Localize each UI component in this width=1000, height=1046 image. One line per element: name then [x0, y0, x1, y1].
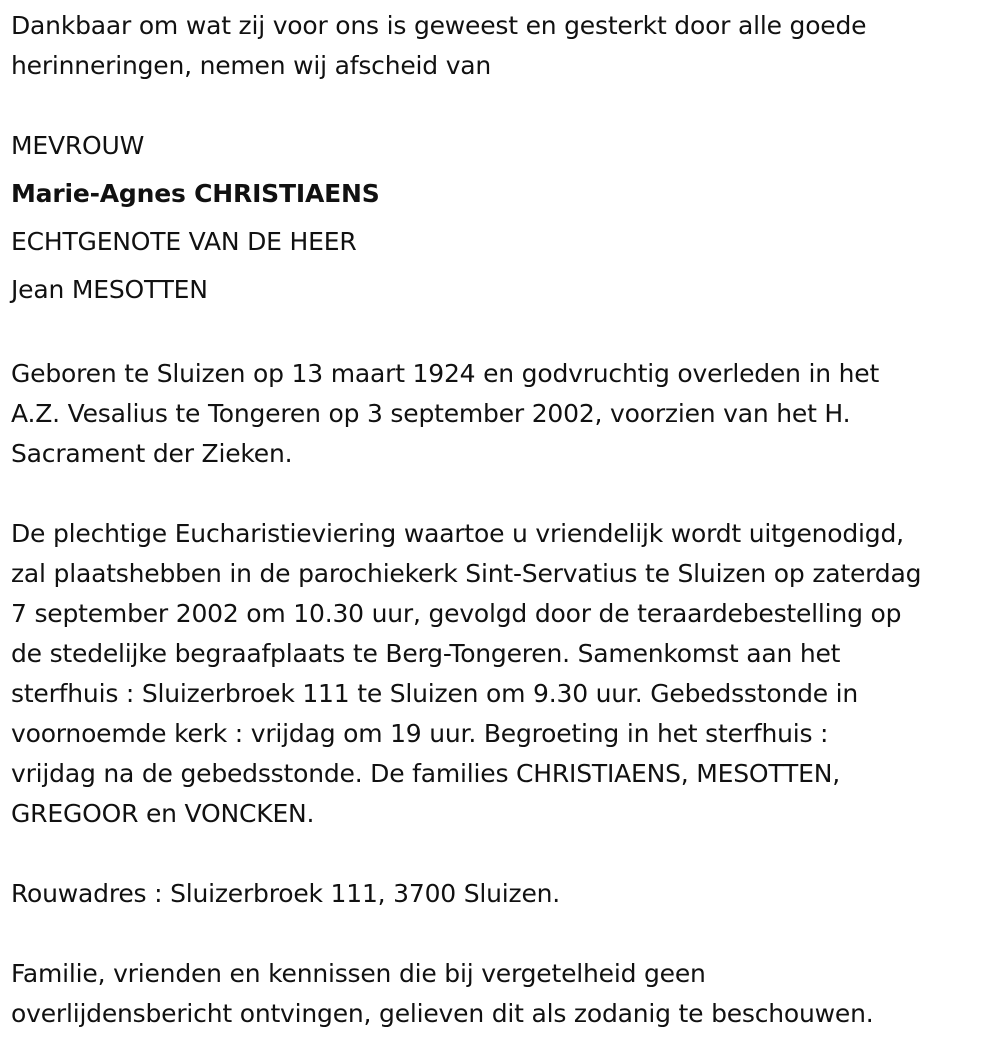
deceased-block: [11, 122, 996, 314]
paragraph-gap: [11, 834, 996, 874]
intro-line: herinneringen, nemen wij afscheid van: [11, 51, 492, 80]
ceremony-line: vrijdag na de gebedsstonde. De families CHRISTIAENS, MESOTTEN,: [11, 759, 840, 788]
birth-death-line: Geboren te Sluizen op 13 maart 1924 en godvruchtig overleden in het: [11, 359, 880, 388]
ceremony-line: zal plaatshebben in de parochiekerk Sint-Servatius te Sluizen op zaterdag: [11, 559, 922, 588]
spouse-name: Jean MESOTTEN: [11, 275, 208, 304]
intro-line: Dankbaar om wat zij voor ons is geweest en gesterkt door alle goede: [11, 11, 867, 40]
ceremony-line: 7 september 2002 om 10.30 uur, gevolgd door de teraardebestelling op: [11, 599, 902, 628]
ceremony-line: de stedelijke begraafplaats te Berg-Tongeren. Samenkomst aan het: [11, 639, 841, 668]
ceremony-line: De plechtige Eucharistieviering waartoe u vriendelijk wordt uitgenodigd,: [11, 519, 904, 548]
address-paragraph: [11, 874, 996, 914]
birth-death-line: Sacrament der Zieken.: [11, 439, 293, 468]
closing-line: Familie, vrienden en kennissen die bij vergetelheid geen: [11, 959, 706, 988]
deceased-name: Marie-Agnes CHRISTIAENS: [11, 179, 380, 208]
birth-death-paragraph: [11, 354, 996, 474]
birth-death-line: A.Z. Vesalius te Tongeren op 3 september 2002, voorzien van het H.: [11, 399, 851, 428]
ceremony-paragraph: [11, 514, 996, 834]
closing-paragraph: [11, 954, 996, 1034]
paragraph-gap: [11, 474, 996, 514]
paragraph-gap: [11, 314, 996, 354]
obituary-document: [11, 6, 996, 1034]
ceremony-line: voornoemde kerk : vrijdag om 19 uur. Begroeting in het sterfhuis :: [11, 719, 829, 748]
deceased-relation: ECHTGENOTE VAN DE HEER: [11, 227, 357, 256]
ceremony-line: sterfhuis : Sluizerbroek 111 te Sluizen om 9.30 uur. Gebedsstonde in: [11, 679, 859, 708]
paragraph-gap: [11, 86, 996, 126]
mourning-address: Rouwadres : Sluizerbroek 111, 3700 Sluizen.: [11, 879, 561, 908]
deceased-title: MEVROUW: [11, 131, 145, 160]
ceremony-line: GREGOOR en VONCKEN.: [11, 799, 315, 828]
intro-paragraph: [11, 6, 996, 86]
paragraph-gap: [11, 914, 996, 954]
closing-line: overlijdensbericht ontvingen, gelieven dit als zodanig te beschouwen.: [11, 999, 874, 1028]
